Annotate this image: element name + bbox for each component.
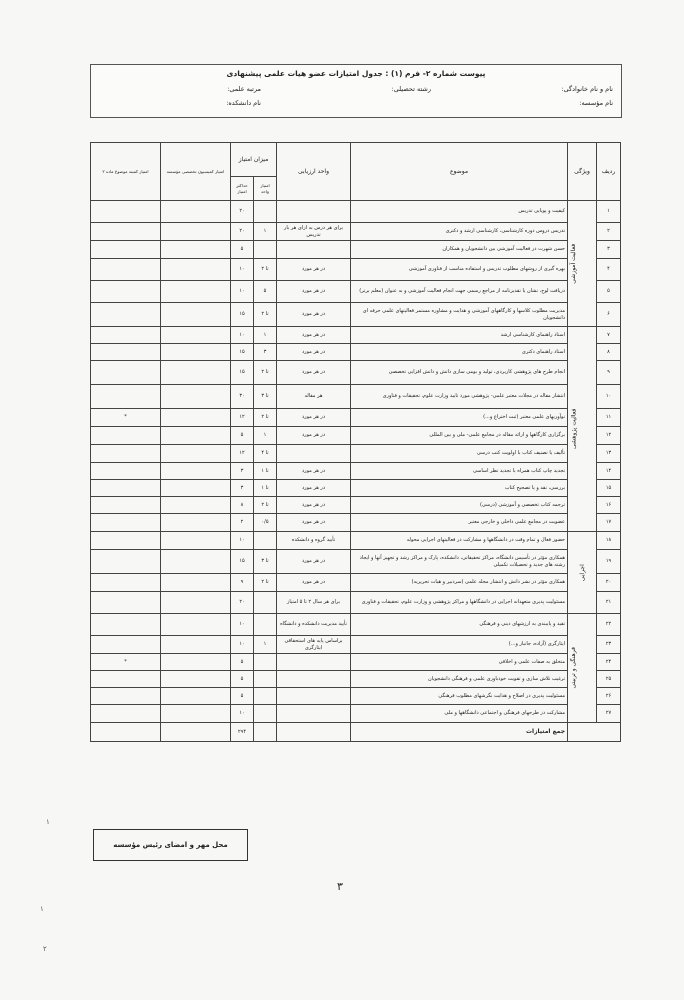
subject-cell: بررسی، نقد و یا تصحیح کتاب [351,480,568,497]
row-number: ۱۱ [597,409,621,427]
evaluation-unit-cell: برای هر سال ۲ تا ۵ امتیاز [277,592,351,614]
row-number: ۲۴ [597,654,621,671]
table-row [91,303,621,327]
header-unit-score: امتیاز واحد [254,177,277,201]
table-row [91,241,621,259]
unit-score-cell: تا ۱ [254,480,277,497]
max-score-cell: ۳ [231,463,254,480]
unit-score-cell [254,671,277,688]
category-cell [568,532,597,614]
total-row [91,723,621,742]
subject-cell: مدیریت مطلوب کلاسها و کارگاههای آموزشی و هدایت و مشاوره مستمر فعالیتهای علمی حرفه ای دانشجویان [351,303,568,327]
category-educational-label: فعالیت آموزشی [570,243,578,284]
header-committee-score: امتیاز کمیسیون تخصصی مؤسسه [161,143,231,201]
evaluation-unit-cell: در هر مورد [277,550,351,574]
subject-cell: ایثارگری (آزاده، جانباز و...) [351,636,568,654]
category-cell [568,327,597,532]
unit-score-cell: ۱ [254,427,277,445]
board-score-cell [91,327,161,344]
row-number: ۲۲ [597,614,621,636]
row-number: ۲۰ [597,574,621,592]
row-number: ۲۱ [597,592,621,614]
unit-score-cell: تا ۱ [254,463,277,480]
board-score-cell [91,514,161,532]
evaluation-unit-cell: در هر مورد [277,281,351,303]
total-board-cell [91,723,161,742]
subject-cell: دریافت لوح، نشان یا تقدیرنامه از مراجع رسمی جهت انجام فعالیت آموزشی و به عنوان (معلم برتر) [351,281,568,303]
unit-score-cell: ۳ [254,344,277,361]
max-score-cell: ۸ [231,497,254,514]
subject-cell: متخلق به صفات علمی و اخلاقی [351,654,568,671]
max-score-cell: ۱۲ [231,445,254,463]
row-number: ۷ [597,327,621,344]
subject-cell: همکاری مؤثر در نشر دانش و انتشار مجله علمی (سردبیر و هیات تحریریه) [351,574,568,592]
table-row [91,654,621,671]
table-row [91,385,621,409]
header-feature: ویژگی [568,143,597,201]
unit-score-cell: تا ۲ [254,259,277,281]
evaluation-unit-cell [277,654,351,671]
row-number: ۶ [597,303,621,327]
unit-score-cell: ۱ [254,223,277,241]
unit-score-cell [254,614,277,636]
subject-cell: کیفیت و پویایی تدریس [351,201,568,223]
row-number: ۱ [597,201,621,223]
header-max-score: حداکثر امتیاز [231,177,254,201]
row-number: ۵ [597,281,621,303]
table-row [91,532,621,550]
board-score-cell [91,463,161,480]
evaluation-unit-cell: در هر مورد [277,303,351,327]
board-score-cell: * [91,654,161,671]
committee-score-cell [161,497,231,514]
header-evaluation-unit: واحد ارزیابی [277,143,351,201]
unit-score-cell: تا ۳ [254,385,277,409]
board-score-cell [91,427,161,445]
page-number: ۳ [337,880,343,893]
evaluation-unit-cell [277,241,351,259]
subject-cell: حضور فعال و تمام وقت در دانشگاهها و مشارکت در فعالیتهای اجرایی محوله [351,532,568,550]
header-row-number: ردیف [597,143,621,201]
committee-score-cell [161,480,231,497]
max-score-cell: ۹ [231,574,254,592]
subject-cell: ترجمه کتاب تخصصی و آموزشی (درسی) [351,497,568,514]
evaluation-unit-cell: در هر مورد [277,344,351,361]
subject-cell: برگزاری کارگاهها و ارائه مقاله در مجامع علمی- ملی و بین المللی [351,427,568,445]
row-number: ۳ [597,241,621,259]
table-row [91,344,621,361]
academic-rank-label: مرتبه علمی: [227,85,261,93]
table-row [91,281,621,303]
unit-score-cell: تا ۲ [254,409,277,427]
margin-mark: ۲ [43,945,47,953]
table-row [91,688,621,705]
board-score-cell [91,385,161,409]
unit-score-cell [254,654,277,671]
board-score-cell [91,303,161,327]
table-row [91,480,621,497]
evaluation-unit-cell: تأیید گروه و دانشکده [277,532,351,550]
board-score-cell [91,344,161,361]
unit-score-cell: ۵ [254,281,277,303]
committee-score-cell [161,281,231,303]
table-row [91,409,621,427]
evaluation-unit-cell [277,671,351,688]
evaluation-unit-cell: در هر مورد [277,259,351,281]
row-number: ۱۵ [597,480,621,497]
committee-score-cell [161,671,231,688]
subject-cell: تدریس دروس دوره کارشناسی، کارشناسی ارشد و دکتری [351,223,568,241]
subject-cell: استاد راهنمای کارشناسی ارشد [351,327,568,344]
row-number: ۹ [597,361,621,385]
row-number: ۱۶ [597,497,621,514]
row-number: ۲ [597,223,621,241]
subject-cell: تألیف یا تصنیف کتاب با اولویت کتب درسی [351,445,568,463]
max-score-cell: ۲۰ [231,592,254,614]
total-value: ۲۹۴ [231,723,254,742]
unit-score-cell: تا ۲ [254,497,277,514]
evaluation-unit-cell: براساس پایه های استحقاقی ایثارگری [277,636,351,654]
subject-cell: نوآوریهای علمی معتبر (ثبت اختراع و...) [351,409,568,427]
subject-cell: عضویت در مجامع علمی داخلی و خارجی معتبر [351,514,568,532]
evaluation-unit-cell: تأیید مدیریت دانشکده و دانشگاه [277,614,351,636]
max-score-cell: ۱۵ [231,550,254,574]
table-row [91,259,621,281]
evaluation-unit-cell: در هر مورد [277,463,351,480]
committee-score-cell [161,259,231,281]
committee-score-cell [161,344,231,361]
unit-score-cell [254,705,277,723]
committee-score-cell [161,514,231,532]
form-title: پیوست شماره ۲- فرم (۱) : جدول امتیازات عضو هیات علمی پیشنهادی [226,69,486,78]
row-number: ۲۶ [597,688,621,705]
board-score-cell [91,223,161,241]
max-score-cell: ۵ [231,427,254,445]
committee-score-cell [161,445,231,463]
board-score-cell [91,574,161,592]
table-row [91,361,621,385]
table-row [91,671,621,688]
form-header [90,64,622,118]
max-score-cell: ۱۵ [231,303,254,327]
subject-cell: همکاری مؤثر در تأسیس دانشگاه، مراکز تحقیقاتی، دانشکده، پارک و مراکز رشد و تجهیز آنها و ایجاد رشته های جدید و تحصیلات تکمیلی [351,550,568,574]
subject-cell: ترغیب تلاش سازی و تقویت خودباوری علمی و فرهنگی دانشجویان [351,671,568,688]
subject-cell: تجدید چاپ کتاب همراه با تجدید نظر اساسی [351,463,568,480]
row-number: ۱۴ [597,463,621,480]
unit-score-cell [254,532,277,550]
header-score: میزان امتیاز [231,143,277,177]
unit-score-cell [254,688,277,705]
unit-score-cell [254,592,277,614]
table-row [91,514,621,532]
committee-score-cell [161,327,231,344]
evaluation-unit-cell: در هر مورد [277,497,351,514]
field-of-study-label: رشته تحصیلی: [391,85,431,93]
row-number: ۱۲ [597,427,621,445]
table-row [91,223,621,241]
evaluation-unit-cell: در هر مورد [277,427,351,445]
unit-score-cell: تا ۲ [254,361,277,385]
max-score-cell: ۱۰ [231,532,254,550]
table-row [91,592,621,614]
board-score-cell [91,705,161,723]
max-score-cell: ۵ [231,671,254,688]
committee-score-cell [161,574,231,592]
committee-score-cell [161,592,231,614]
committee-score-cell [161,550,231,574]
board-score-cell [91,688,161,705]
committee-score-cell [161,303,231,327]
subject-cell: مسئولیت پذیری در اصلاح و هدایت نگرشهای مطلوب فرهنگی [351,688,568,705]
committee-score-cell [161,705,231,723]
committee-score-cell [161,688,231,705]
total-unit-score-cell [254,723,277,742]
committee-score-cell [161,463,231,480]
subject-cell: مشارکت در طرحهای فرهنگی و اجتماعی دانشگاهها و ملی [351,705,568,723]
table-row [91,614,621,636]
unit-score-cell: ۰/۵ [254,514,277,532]
table-row [91,463,621,480]
evaluation-unit-cell: در هر مورد [277,514,351,532]
name-field-label: نام و نام خانوادگی: [561,85,613,93]
table-row [91,445,621,463]
faculty-name-label: نام دانشکده: [226,99,261,107]
subject-cell: انتشار مقاله در مجلات معتبر علمی- پژوهشی مورد تایید وزارت علوم، تحقیقات و فناوری [351,385,568,409]
row-number: ۱۳ [597,445,621,463]
table-row [91,705,621,723]
max-score-cell: ۳ [231,480,254,497]
margin-mark: ۱ [46,818,50,826]
subject-cell: تقید و پایبندی به ارزشهای دینی و فرهنگی [351,614,568,636]
board-score-cell [91,671,161,688]
category-executive-label: اجرایی [578,563,586,582]
max-score-cell: ۱۲ [231,409,254,427]
board-score-cell [91,480,161,497]
row-number: ۴ [597,259,621,281]
evaluation-unit-cell: در هر مورد [277,361,351,385]
committee-score-cell [161,654,231,671]
table-row [91,427,621,445]
board-score-cell [91,592,161,614]
category-cell [568,201,597,327]
scores-table [90,142,621,742]
committee-score-cell [161,361,231,385]
max-score-cell: ۲۰ [231,201,254,223]
committee-score-cell [161,427,231,445]
evaluation-unit-cell [277,705,351,723]
table-row [91,497,621,514]
table-row [91,550,621,574]
evaluation-unit-cell: در هر مورد [277,327,351,344]
table-row [91,574,621,592]
table-row [91,636,621,654]
subject-cell: بهره گیری از روشهای مطلوب تدریس و استفاده مناسب از فناوری آموزشی [351,259,568,281]
row-number: ۱۷ [597,514,621,532]
max-score-cell: ۱۰ [231,259,254,281]
unit-score-cell: تا ۳ [254,550,277,574]
board-score-cell [91,445,161,463]
unit-score-cell [254,241,277,259]
evaluation-unit-cell [277,201,351,223]
max-score-cell: ۱۰ [231,281,254,303]
board-score-cell [91,532,161,550]
max-score-cell: ۱۰ [231,636,254,654]
board-score-cell [91,636,161,654]
committee-score-cell [161,636,231,654]
evaluation-unit-cell: در هر مورد [277,574,351,592]
unit-score-cell: تا ۲ [254,303,277,327]
max-score-cell: ۳۰ [231,385,254,409]
board-score-cell [91,201,161,223]
header-board-score: امتیاز کمیته موضوع ماده ۲ [91,143,161,201]
subject-cell: انجام طرح های پژوهشی کاربردی، تولید و بومی سازی دانش و دانش افزایی تخصصی [351,361,568,385]
category-research-label: فعالیت پژوهشی [570,408,578,450]
subject-cell: استاد راهنمای دکتری [351,344,568,361]
margin-mark: ۱ [40,905,44,913]
row-number: ۲۳ [597,636,621,654]
row-number: ۲۵ [597,671,621,688]
table-row [91,327,621,344]
board-score-cell [91,614,161,636]
committee-score-cell [161,223,231,241]
max-score-cell: ۵ [231,688,254,705]
evaluation-unit-cell: هر مقاله [277,385,351,409]
row-number: ۱۹ [597,550,621,574]
committee-score-cell [161,201,231,223]
committee-score-cell [161,614,231,636]
total-empty-cell [568,723,621,742]
board-score-cell [91,550,161,574]
unit-score-cell [254,201,277,223]
max-score-cell: ۵ [231,241,254,259]
total-committee-cell [161,723,231,742]
unit-score-cell: تا ۲ [254,574,277,592]
unit-score-cell: تا ۴ [254,445,277,463]
max-score-cell: ۵ [231,654,254,671]
board-score-cell [91,361,161,385]
committee-score-cell [161,409,231,427]
institute-name-label: نام مؤسسه: [579,99,613,107]
max-score-cell: ۱۰ [231,705,254,723]
total-unit-cell [277,723,351,742]
max-score-cell: ۱۰ [231,327,254,344]
signature-box: محل مهر و امضای رئیس مؤسسه [93,829,248,861]
category-cultural-label: فرهنگی و تربیتی [569,647,577,689]
unit-score-cell: ۱ [254,636,277,654]
board-score-cell [91,281,161,303]
row-number: ۸ [597,344,621,361]
subject-cell: مسئولیت پذیری متعهدانه اجرایی در دانشگاهها و مراکز پژوهشی و وزارت علوم، تحقیقات و فناوری [351,592,568,614]
board-score-cell [91,497,161,514]
table-row [91,201,621,223]
max-score-cell: ۲۰ [231,223,254,241]
evaluation-unit-cell [277,688,351,705]
evaluation-unit-cell: در هر مورد [277,409,351,427]
evaluation-unit-cell [277,445,351,463]
total-label: جمع امتیازات [351,723,568,742]
category-cell [568,614,597,723]
board-score-cell [91,259,161,281]
max-score-cell: ۲ [231,514,254,532]
subject-cell: حسن شهرت در فعالیت آموزشی بین دانشجویان و همکاران [351,241,568,259]
header-subject: موضوع [351,143,568,201]
evaluation-unit-cell: در هر مورد [277,480,351,497]
committee-score-cell [161,532,231,550]
board-score-cell [91,241,161,259]
max-score-cell: ۱۵ [231,344,254,361]
board-score-cell: * [91,409,161,427]
unit-score-cell: ۱ [254,327,277,344]
max-score-cell: ۱۰ [231,614,254,636]
max-score-cell: ۱۵ [231,361,254,385]
committee-score-cell [161,385,231,409]
row-number: ۱۰ [597,385,621,409]
row-number: ۲۷ [597,705,621,723]
evaluation-unit-cell: برای هر درس به ازای هر بار تدریس [277,223,351,241]
row-number: ۱۸ [597,532,621,550]
committee-score-cell [161,241,231,259]
